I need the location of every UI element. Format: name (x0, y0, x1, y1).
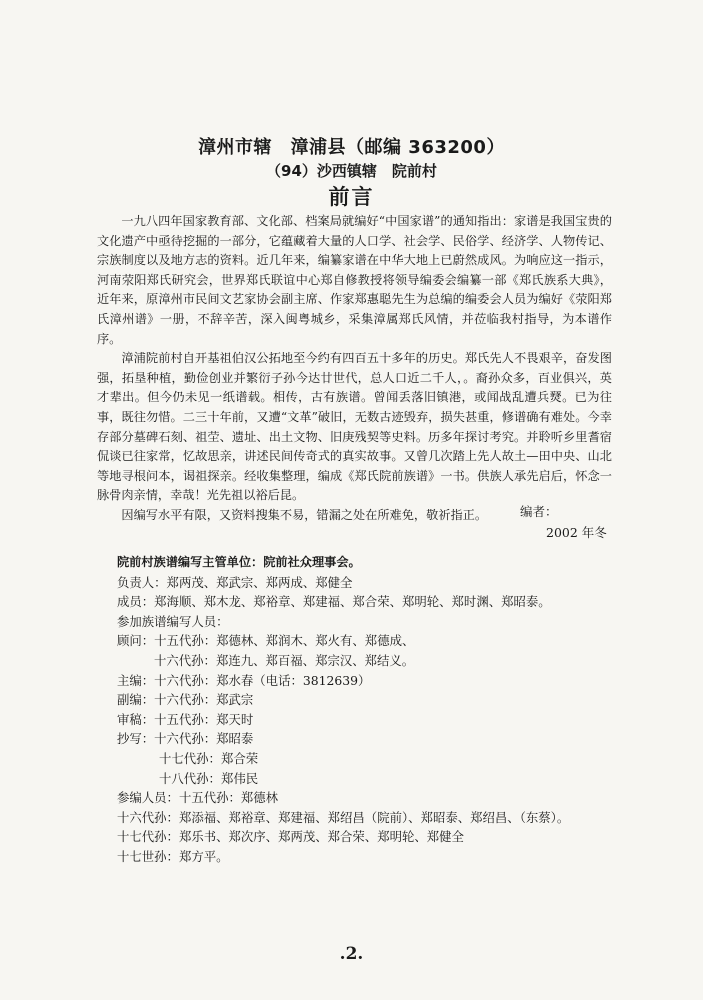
credits-line: 副编：十六代孙：郑武宗 (117, 692, 254, 708)
credits-list (117, 553, 637, 867)
credits-line: 十八代孙：郑伟民 (159, 770, 259, 786)
credits-line: 十七世孙：郑方平。 (117, 848, 229, 864)
credits-line: 抄写：十六代孙：郑昭泰 (117, 731, 254, 747)
credits-line: 十七代孙：郑合荣 (159, 750, 259, 766)
preface-heading: 前言 (328, 184, 375, 209)
credits-line: 十七代孙：郑乐书、郑次序、郑两茂、郑合荣、郑明轮、郑健全 (117, 829, 464, 845)
title-line-2: （94）沙西镇辖 院前村 (266, 162, 437, 180)
preface-paragraph: 一九八四年国家教育部、文化部、档案局就编好“中国家谱”的通知指出：家谱是我国宝贵的文化遗产中亟待挖掘的一部分，它蕴藏着大量的人口学、社会学、民俗学、经济学、人物传记、宗族制度以及地方志的资料。近几年来，编纂家谱在中华大地上已蔚然成风。为响应这一指示，河南荥阳郑氏研究会，世界郑氏联谊中心郑自修教授将领导编委会编纂一部《郑氏族系大典》，近年来，原漳州市民间文艺家协会副主席、作家郑惠聪先生为总编的编委会人员为编好《荥阳郑氏漳州谱》一册，不辞辛苦，深入闽粤城乡，采集漳属郑氏风情，并莅临我村指导，为本谱作序。 (97, 214, 612, 346)
editor-signature: 编者： (520, 504, 558, 519)
preface-body (97, 212, 612, 526)
preface-date: 2002 年冬 (546, 525, 607, 540)
preface-paragraph: 因编写水平有限，又资料搜集不易，错漏之处在所难免，敬祈指正。 (121, 507, 488, 522)
page-number: .2. (339, 944, 364, 964)
credits-line: 参编人员：十五代孙：郑德林 (117, 790, 279, 806)
credits-line: 主编：十六代孙：郑水春（电话：3812639） (117, 672, 371, 688)
preface-paragraph: 漳浦院前村自开基祖伯汉公拓地至今约有四百五十多年的历史。郑氏先人不畏艰辛，奋发图强，拓垦种植，勤俭创业并繁衍子孙今达廿世代，总人口近二千人，。裔孙众多，百业俱兴，英才辈出。但今仍未见一纸谱载。相传，古有族谱。曾闻丢落旧镇港，或闻战乱遭兵燹。已为往事，既往勿惜。二三十年前，又遭“文革”破旧，无数古迹毁弃，损失甚重，修谱确有难处。今幸存部分墓碑石刻、祖茔、遗址、出土文物、旧庚残契等史料。历多年探讨考究。并聆听乡里耆宿侃谈已往家常，忆故思亲，讲述民间传奇式的真实故事。又曾几次踏上先人故土—田中央、山北等地寻根问本，谒祖探亲。经收集整理，编成《郑氏院前族谱》一书。供族人承先启后，怀念一脉骨肉亲情，幸哉！光先祖以裕后昆。 (97, 351, 612, 503)
credits-line: 院前村族谱编写主管单位：院前社众理事会。 (117, 555, 361, 569)
credits-line: 参加族谱编写人员： (117, 613, 229, 629)
credits-line: 负责人：郑两茂、郑武宗、郑两成、郑健全 (117, 574, 353, 590)
credits-line: 十六代孙：郑添福、郑裕章、郑建福、郑绍昌（院前）、郑昭泰、郑绍昌、（东蔡）。 (117, 809, 570, 825)
credits-line: 成员：郑海顺、郑木龙、郑裕章、郑建福、郑合荣、郑明轮、郑时渊、郑昭泰。 (117, 594, 551, 610)
credits-line: 十六代孙：郑连九、郑百福、郑宗汉、郑结义。 (154, 652, 415, 668)
credits-line: 审稿：十五代孙：郑天时 (117, 711, 254, 727)
title-line-1: 漳州市辖 漳浦县（邮编 363200） (198, 137, 505, 158)
credits-line: 顾问：十五代孙：郑德林、郑润木、郑火有、郑德成、 (117, 633, 415, 649)
